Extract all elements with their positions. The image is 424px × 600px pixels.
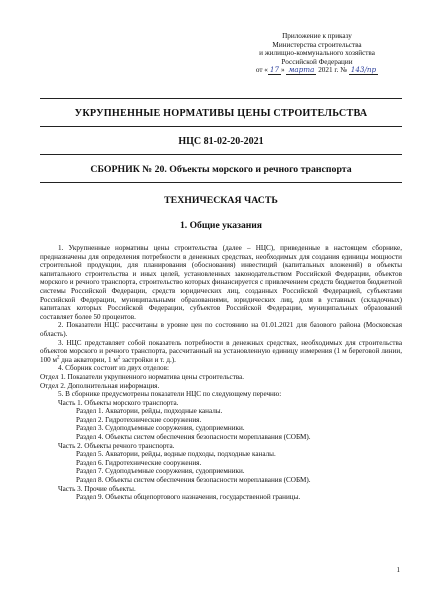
top-divider — [40, 98, 402, 99]
part-3: Часть 3. Прочие объекты. — [58, 484, 136, 493]
title-divider — [40, 126, 402, 127]
document-title: УКРУПНЕННЫЕ НОРМАТИВЫ ЦЕНЫ СТРОИТЕЛЬСТВА — [74, 108, 368, 119]
code-divider — [40, 154, 402, 155]
superscript-1: 2 — [57, 355, 60, 361]
section-3-item: Раздел 3. Судоподъемные сооружения, судоприемники. — [76, 424, 245, 433]
section-2-item: Раздел 2. Гидротехнические сооружения. — [76, 415, 202, 424]
date-day: 17 — [269, 65, 280, 75]
paragraph-2: 2. Показатели НЦС рассчитаны в уровне цен по состоянию на 01.01.2021 для базового района (Московская область). — [40, 321, 402, 338]
section-4-item: Раздел 4. Объекты систем обеспечения безопасности мореплавания (СОБМ). — [76, 433, 311, 442]
paragraph-3-part-c: застройки и т. д.). — [120, 355, 176, 364]
document-code: НЦС 81-02-20-2021 — [178, 136, 264, 147]
date-mid: » — [281, 66, 285, 75]
department-1: Отдел 1. Показатели укрупненного норматива цены строительства. — [40, 372, 245, 381]
section-1-item: Раздел 1. Акватории, рейды, подходные каналы. — [76, 407, 223, 416]
paragraph-3 — [40, 339, 402, 365]
appendix-block — [232, 32, 402, 75]
section-6-item: Раздел 6. Гидротехнические сооружения. — [76, 458, 202, 467]
appendix-date-line — [232, 66, 402, 75]
paragraph-4: 4. Сборник состоит из двух отделов: — [58, 364, 169, 373]
date-month: марта — [288, 65, 315, 75]
appendix-line-3: и жилищно-коммунального хозяйства — [259, 49, 375, 58]
date-prefix: от « — [255, 66, 268, 75]
page-number: 1 — [396, 566, 400, 574]
section-7-item: Раздел 7. Судоподъемные сооружения, судоприемники. — [76, 467, 245, 476]
collection-title: СБОРНИК № 20. Объекты морского и речного транспорта — [90, 164, 352, 175]
part-1: Часть 1. Объекты морского транспорта. — [58, 398, 179, 407]
section-8-item: Раздел 8. Объекты систем обеспечения безопасности мореплавания (СОБМ). — [76, 476, 311, 485]
paragraph-3-part-a: 3. НЦС представляет собой показатель потребности в денежных средствах, необходимых для строительства объектов морского и речного транспорта, рассчитанный на установленную единицу измерения (1 м береговой линии, 100 м — [40, 338, 402, 364]
section-9-item: Раздел 9. Объекты общепортового назначения, государственной границы. — [76, 493, 301, 502]
department-2: Отдел 2. Дополнительная информация. — [40, 381, 160, 390]
date-year: 2021 г. № — [318, 66, 347, 75]
appendix-line-1: Приложение к приказу — [282, 32, 352, 40]
order-number: 143/пр — [350, 65, 377, 75]
tech-part-heading: ТЕХНИЧЕСКАЯ ЧАСТЬ — [164, 195, 278, 206]
paragraph-5: 5. В сборнике предусмотрены показатели НЦС по следующему перечню: — [58, 390, 282, 399]
appendix-line-2: Министерства строительства — [272, 40, 362, 49]
paragraph-1: 1. Укрупненные нормативы цены строительства (далее – НЦС), приведенные в настоящем сборнике, предназначены для определения потребности в денежных средствах, необходимых для создания единицы мощности строительной продукции, для планирования (обоснования) инвестиций (капитальных вложений) в объекты капитального строительства и иных целей, установленных законодательством Российской Федерации, объектов морского и речного транспорта, строительство которых финансируется с привлечением средств бюджетов бюджетной системы Российской Федерации, средств юридических лиц, созданных Российской Федерацией, субъектами Российской Федерации, муниципальными образованиями, юридических лиц, доля в уставных (складочных) капиталах которых Российской Федерации, субъектов Российской Федерации, муниципальных образований составляет более 50 процентов. — [40, 244, 402, 321]
section-5-item: Раздел 5. Акватории, рейды, водные подходы, подходные каналы. — [76, 450, 276, 459]
appendix-line-4: Российской Федерации — [281, 57, 353, 66]
paragraph-3-part-b: дна акватории, 1 м — [59, 355, 118, 364]
document-body — [40, 244, 402, 502]
collection-divider — [40, 182, 402, 183]
superscript-2: 2 — [117, 355, 121, 361]
part-2: Часть 2. Объекты речного транспорта. — [58, 441, 175, 450]
section-heading: 1. Общие указания — [179, 220, 262, 231]
